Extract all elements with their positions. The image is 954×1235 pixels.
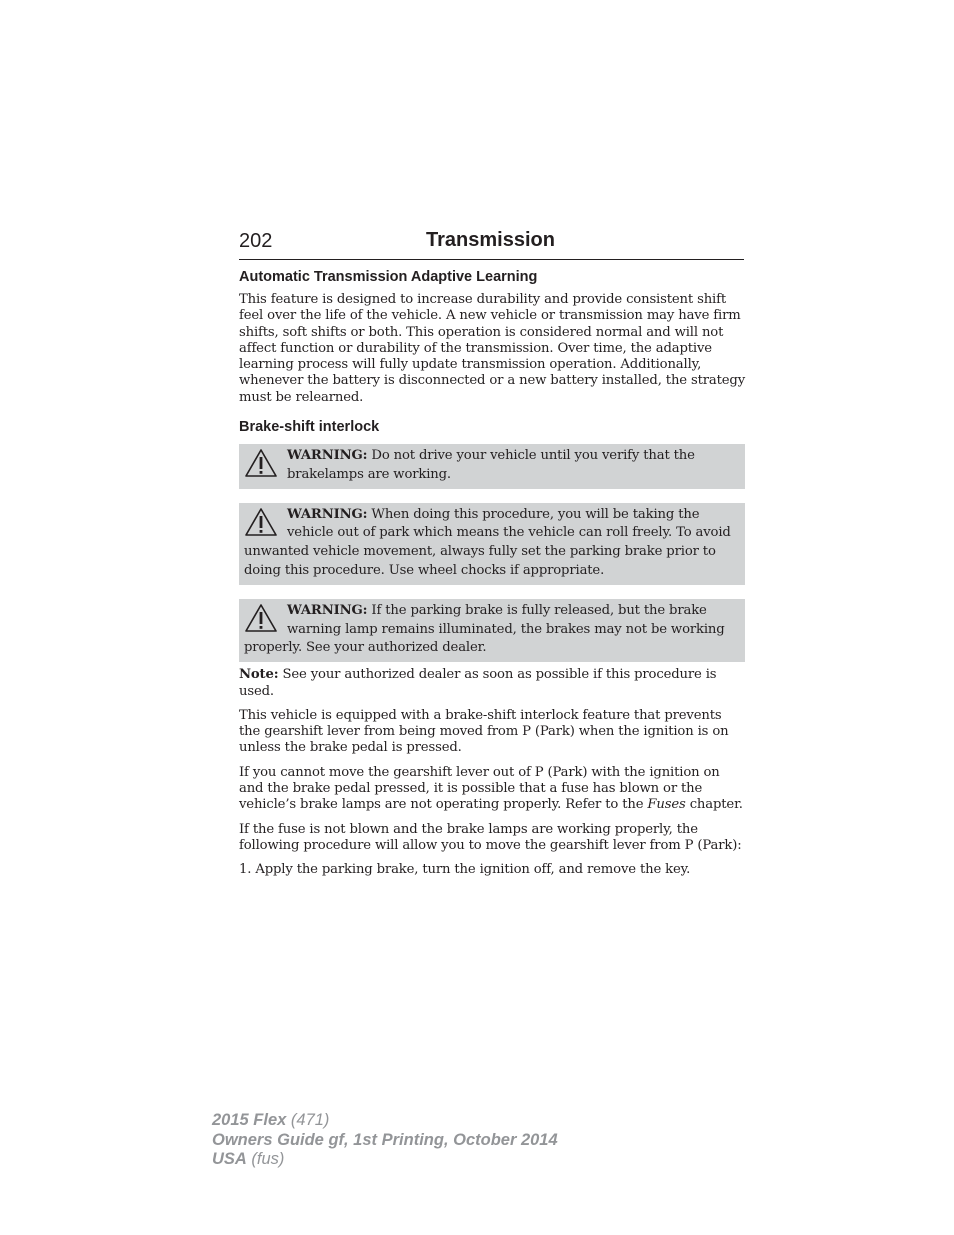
fuse-paragraph-text: If you cannot move the gearshift lever out of P (Park) with the ignition on and the brake pedal pressed, it is possible that a fuse has blown or the vehicle’s brake lamps are not operating properly. Refer to the — [239, 764, 720, 813]
warning-label: WARNING: — [287, 506, 368, 522]
procedure-step-1: 1. Apply the parking brake, turn the ignition off, and remove the key. — [239, 862, 691, 878]
warning-text: When doing this procedure, you will be taking the vehicle out of park which means the vehicle can roll freely. To avoid unwanted vehicle movement, always fully set the parking brake prior to doing this procedure. Use wheel chocks if appropriate. — [244, 506, 731, 579]
warning-triangle-icon — [244, 448, 278, 478]
warning-text: Do not drive your vehicle until you verify that the brakelamps are working. — [287, 448, 695, 482]
footer-model: 2015 Flex — [212, 1111, 287, 1129]
warning-box-brake-lamp — [239, 599, 745, 662]
procedure-intro-paragraph: If the fuse is not blown and the brake lamps are working properly, the following procedure will allow you to move the gearshift lever from P (Park): — [239, 821, 742, 853]
fuse-paragraph-end: chapter. — [685, 797, 743, 813]
footer-line-region — [212, 1150, 558, 1170]
warning-label: WARNING: — [287, 448, 368, 464]
warning-label: WARNING: — [287, 602, 368, 618]
page-number: 202 — [239, 230, 273, 252]
footer-region: USA — [212, 1150, 247, 1168]
warning-triangle-icon — [244, 603, 278, 633]
warning-triangle-icon — [244, 507, 278, 537]
warning-text: If the parking brake is fully released, but the brake warning lamp remains illuminated, the brakes may not be working properly. See your authorized dealer. — [244, 602, 725, 656]
note-paragraph — [239, 667, 745, 700]
section-heading-brake-shift-interlock: Brake-shift interlock — [239, 419, 380, 436]
fuse-paragraph — [239, 765, 745, 814]
interlock-description-paragraph: This vehicle is equipped with a brake-shift interlock feature that prevents the gearshift lever from being moved from P (Park) when the ignition is on unless the brake pedal is pressed. — [239, 707, 729, 756]
note-label: Note: — [239, 667, 279, 683]
fuses-chapter-reference: Fuses — [647, 797, 686, 813]
page-content — [239, 268, 745, 879]
warning-box-brakelamps — [239, 444, 745, 489]
warning-box-vehicle-roll — [239, 503, 745, 585]
page-footer — [212, 1111, 558, 1170]
footer-line-model — [212, 1111, 558, 1131]
adaptive-learning-paragraph: This feature is designed to increase durability and provide consistent shift feel over the life of the vehicle. A new vehicle or transmission may have firm shifts, soft shifts or both. This operation is considered normal and will not affect function or durability of the transmission. Over time, the adaptive learning process will fully update transmission operation. Additionally, whenever the battery is disconnected or a new battery installed, the strategy must be relearned. — [239, 292, 746, 405]
section-heading-adaptive-learning: Automatic Transmission Adaptive Learning — [239, 269, 538, 285]
chapter-title: Transmission — [426, 229, 555, 251]
page-header — [239, 228, 744, 260]
footer-model-code: (471) — [286, 1111, 330, 1129]
footer-line-guide: Owners Guide gf, 1st Printing, October 2014 — [212, 1130, 558, 1149]
note-text: See your authorized dealer as soon as possible if this procedure is used. — [239, 667, 717, 699]
footer-region-code: (fus) — [246, 1150, 285, 1168]
